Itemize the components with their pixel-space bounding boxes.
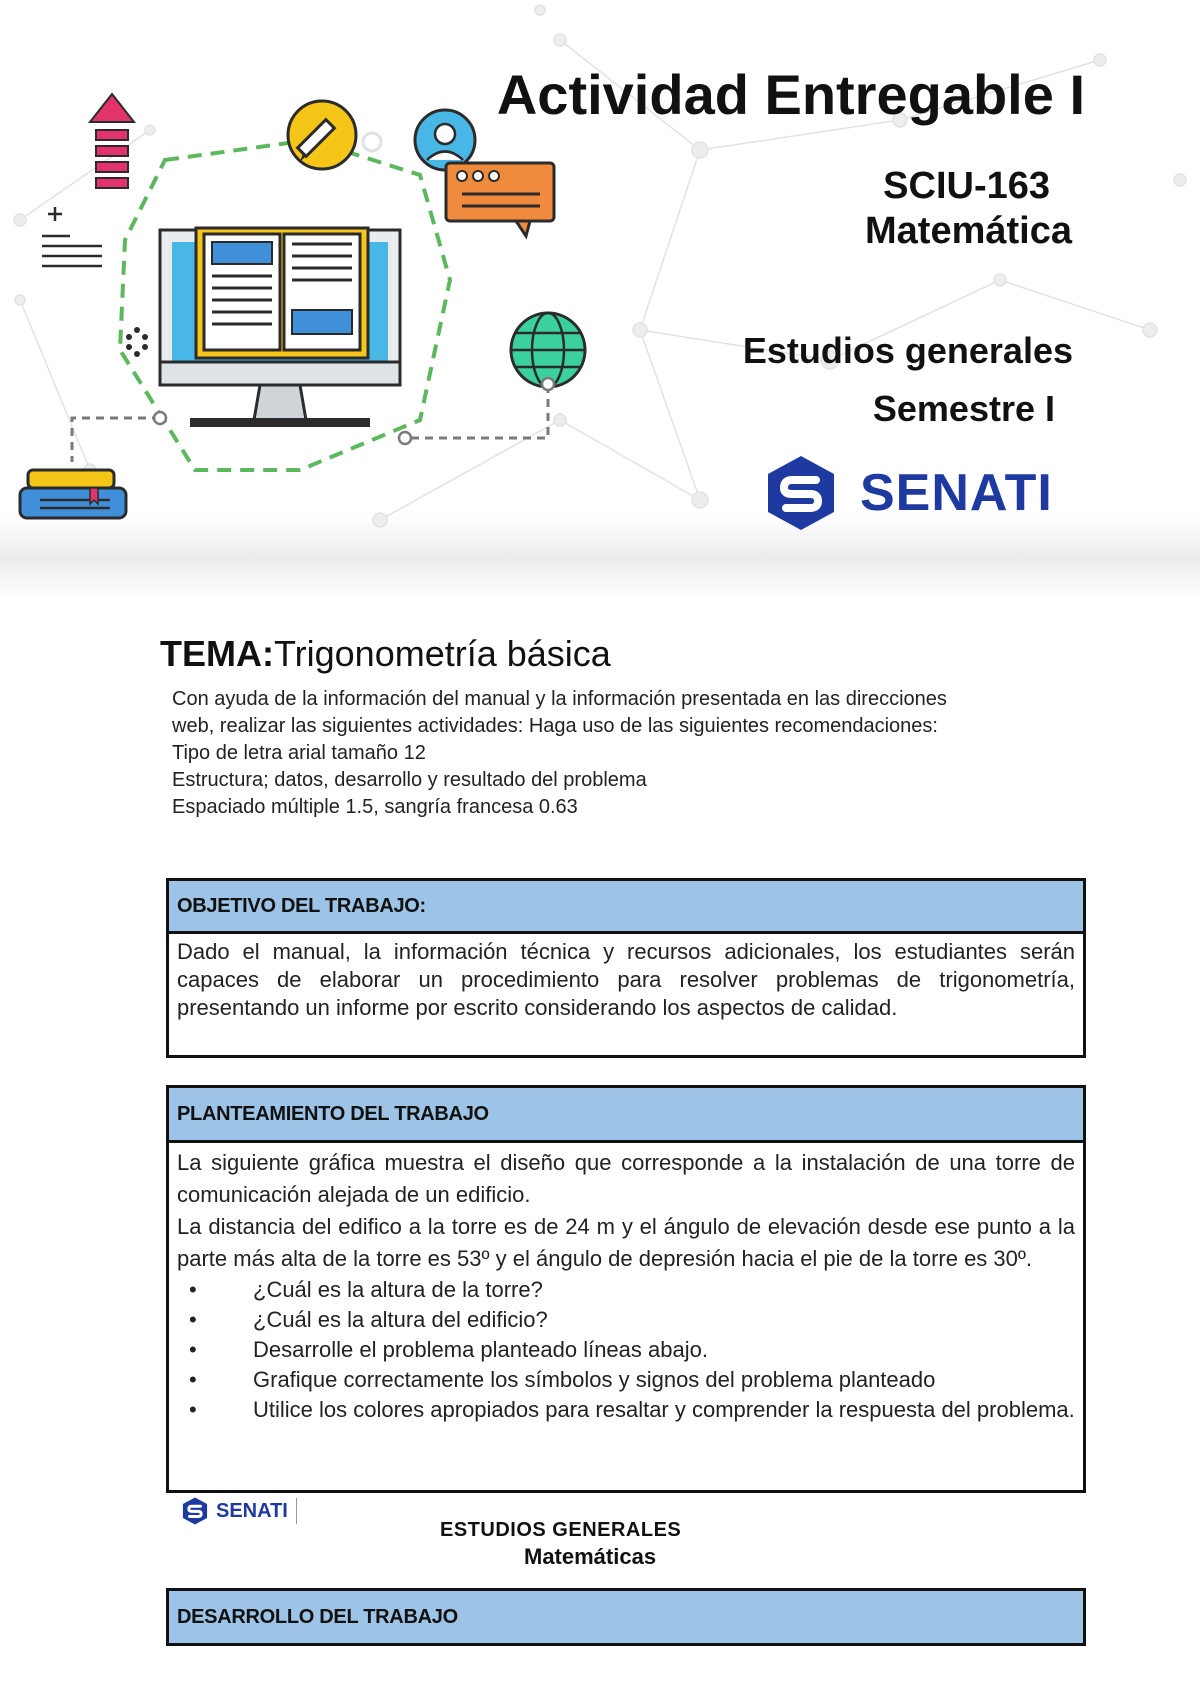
objective-heading: OBJETIVO DEL TRABAJO: (169, 881, 1083, 934)
statement-table (166, 1085, 1086, 1493)
instructions (172, 686, 992, 821)
footer-department: ESTUDIOS GENERALES (440, 1519, 682, 1541)
footer-divider (296, 1498, 297, 1524)
question-item: • ¿Cuál es la altura de la torre? (241, 1275, 1075, 1305)
topic-value: Trigonometría básica (273, 633, 611, 674)
semester-label: Semestre I (872, 388, 1055, 429)
loading-icon (126, 327, 148, 357)
up-arrow-icon (90, 94, 134, 188)
question-item: • ¿Cuál es la altura del edificio? (241, 1305, 1075, 1335)
question-item: • Grafique correctamente los símbolos y signos del problema planteado (241, 1365, 1075, 1395)
course-name: Matemática (865, 210, 1072, 252)
footer-senati-logo-icon (180, 1496, 210, 1526)
open-book-icon (196, 228, 368, 358)
statement-heading: PLANTEAMIENTO DEL TRABAJO (169, 1088, 1083, 1143)
text-lines-icon (42, 207, 102, 266)
globe-icon (511, 313, 585, 387)
topic-heading (160, 633, 611, 675)
cover-header (0, 0, 1200, 600)
instruction-line: Con ayuda de la información del manual y la información presentada en las direcciones web, realizar las siguientes actividades: Haga uso de las siguientes recomendaciones: (172, 688, 947, 737)
instruction-line: Tipo de letra arial tamaño 12 (172, 742, 426, 764)
development-table (166, 1588, 1086, 1646)
objective-table (166, 878, 1086, 1058)
instruction-line: Estructura; datos, desarrollo y resultado del problema (172, 769, 647, 791)
footer-logo-text: SENATI (216, 1499, 288, 1522)
studies-label: Estudios generales (742, 330, 1073, 371)
instruction-line: Espaciado múltiple 1.5, sangría francesa 0.63 (172, 796, 578, 818)
question-item: • Desarrolle el problema planteado líneas abajo. (241, 1335, 1075, 1365)
senati-logo (760, 452, 1053, 534)
books-stack-icon (20, 470, 126, 518)
statement-paragraph: La distancia del edifico a la torre es de 24 m y el ángulo de elevación desde ese punto a la parte más alta de la torre es 53º y el ángulo de depresión hacia el pie de la torre es 30º. (177, 1214, 1075, 1271)
pencil-icon (288, 101, 356, 169)
user-chat-icon (415, 110, 554, 236)
objective-text: Dado el manual, la información técnica y recursos adicionales, los estudiantes serán capaces de elaborar un procedimiento para resolver problemas de trigonometría, presentando un informe por escrito considerando los aspectos de calidad. (177, 939, 1075, 1020)
document-title: Actividad Entregable I (496, 63, 1085, 126)
topic-label: TEMA: (160, 633, 274, 674)
development-heading: DESARROLLO DEL TRABAJO (169, 1591, 1083, 1643)
senati-logo-icon (760, 452, 842, 534)
question-list (177, 1275, 1075, 1425)
footer-senati-logo (180, 1496, 297, 1526)
footer-subject: Matemáticas (524, 1544, 657, 1569)
senati-logo-text: SENATI (860, 464, 1053, 522)
statement-paragraph: La siguiente gráfica muestra el diseño que corresponde a la instalación de una torre de comunicación alejada de un edificio. (177, 1150, 1075, 1207)
question-item: • Utilice los colores apropiados para resaltar y comprender la respuesta del problema. (241, 1395, 1075, 1425)
course-code: SCIU-163 (883, 165, 1050, 207)
